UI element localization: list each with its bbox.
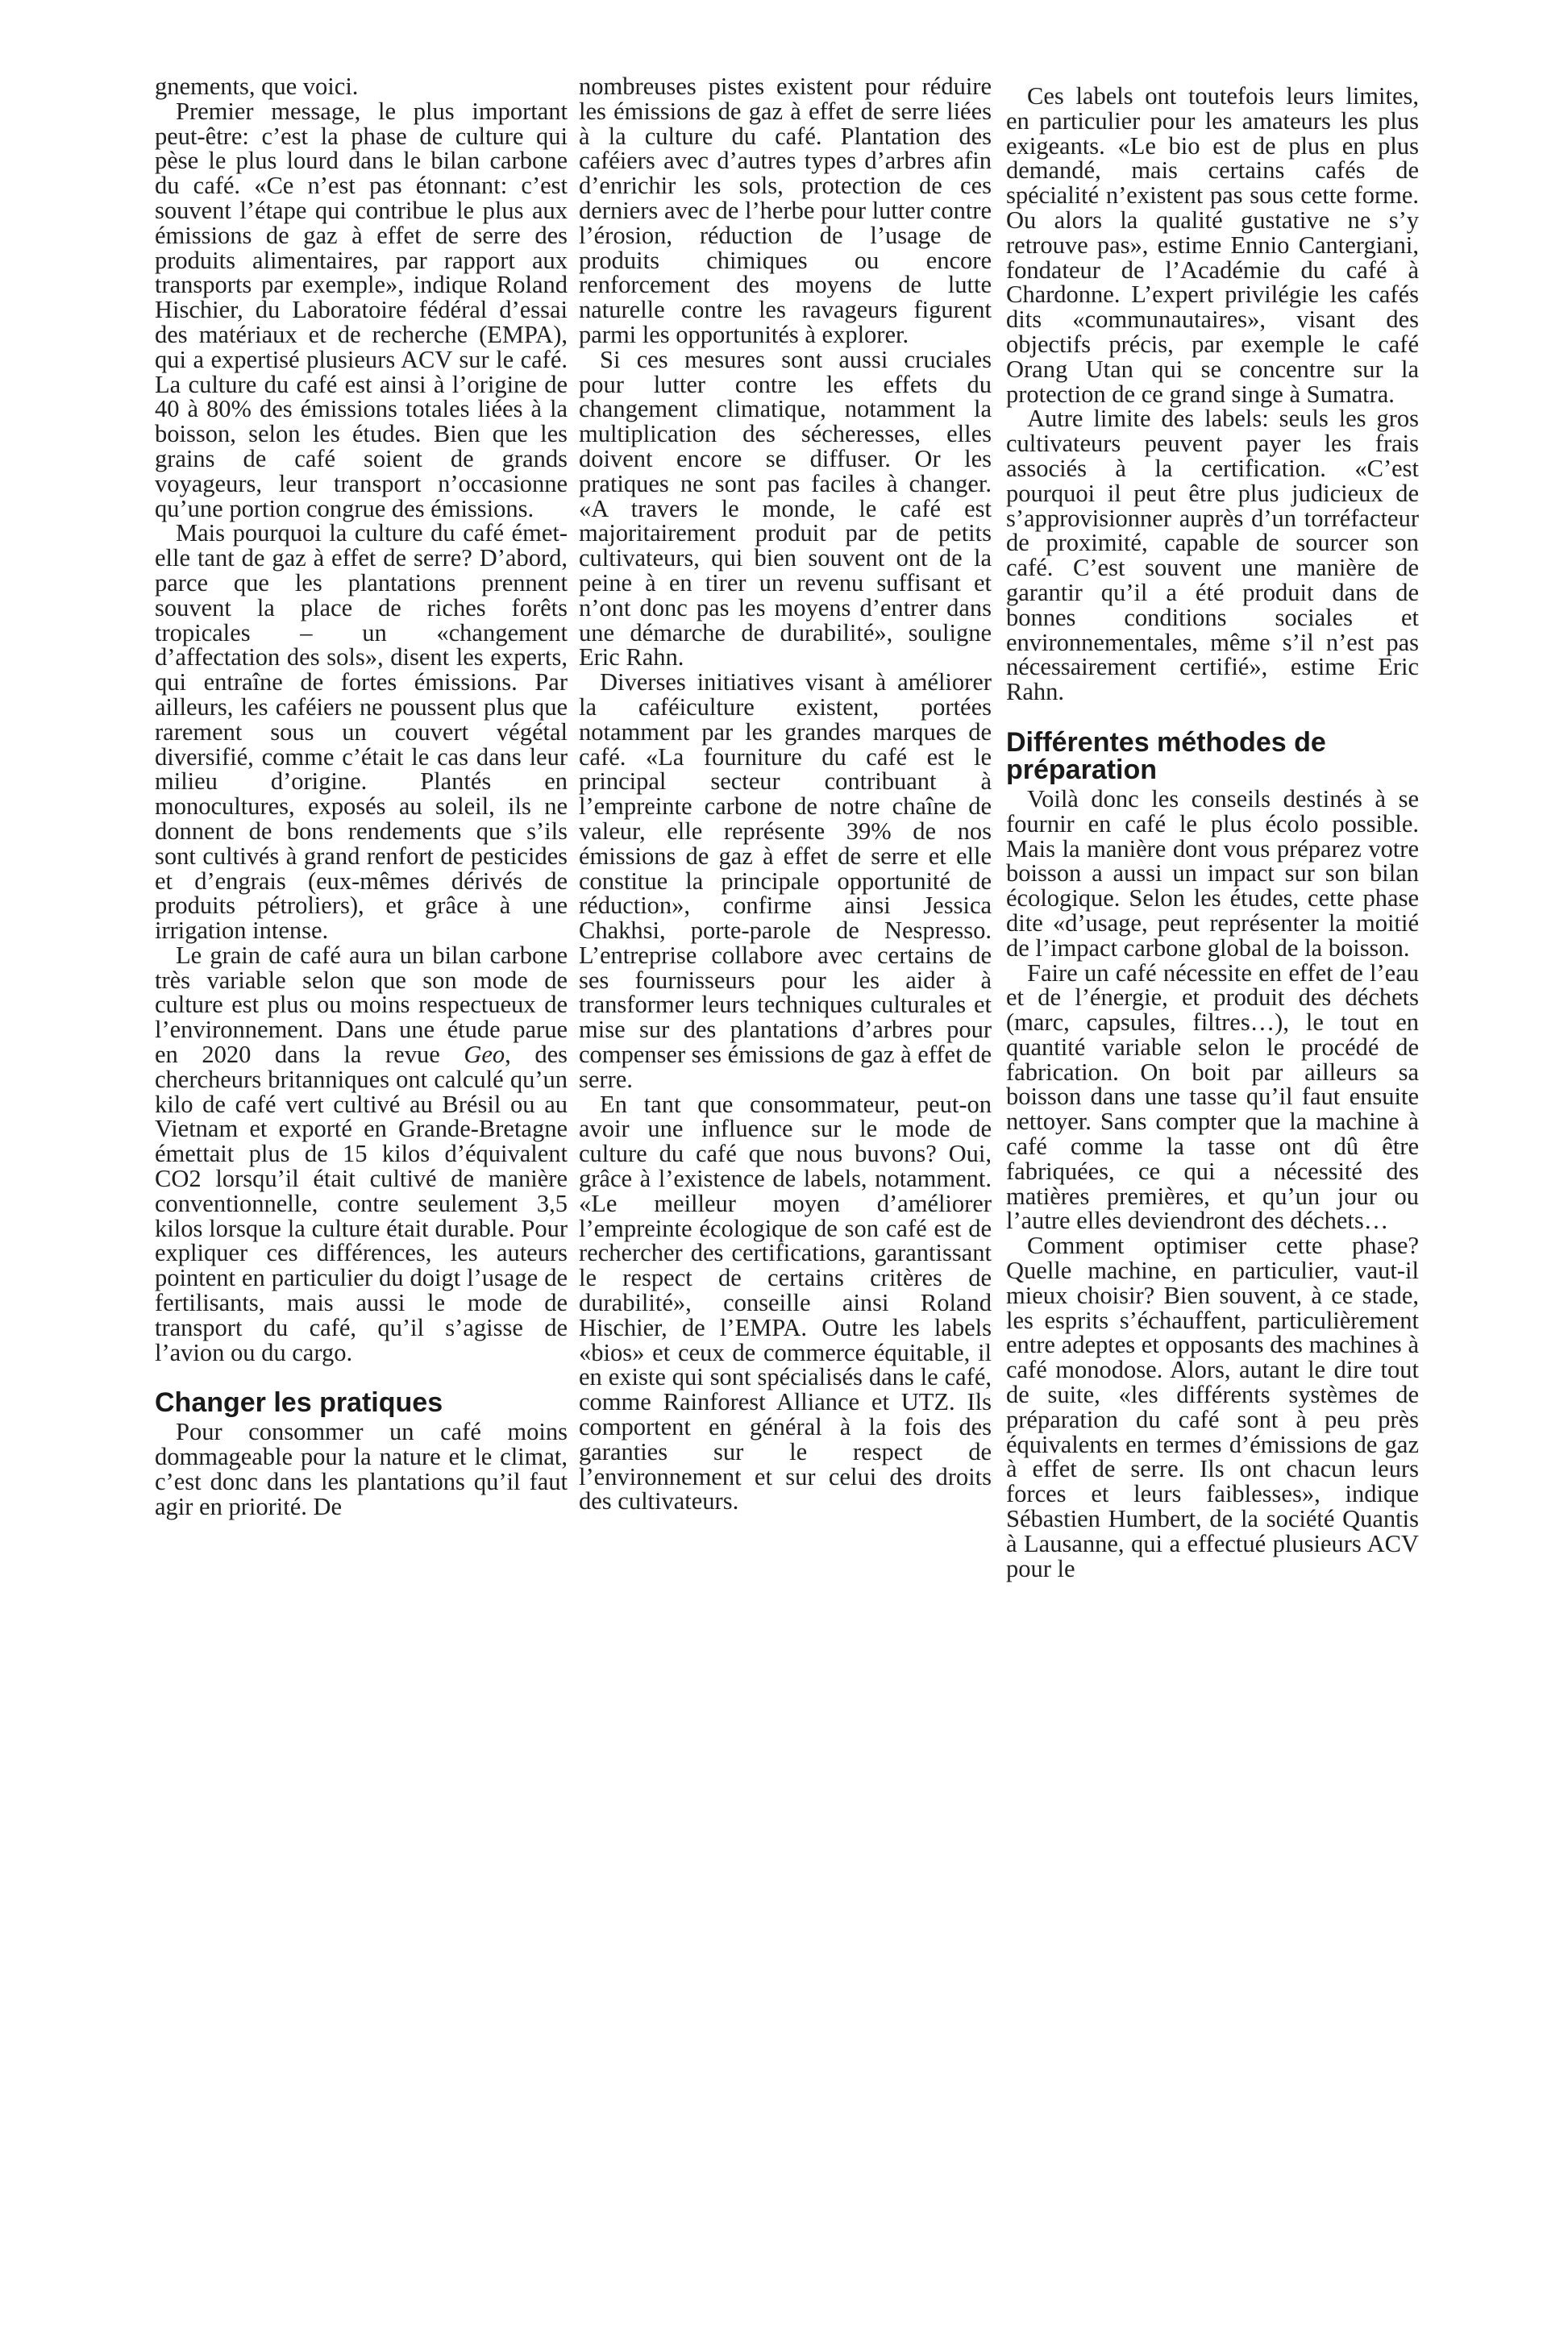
body-paragraph: nombreuses pistes existent pour réduire les émissions de gaz à effet de serre liées à la culture du café. Plantation des caféiers avec d’autres types d’arbres afin d’enrichir les sols, protection de ces derniers avec de l’herbe pour lutter contre l’érosion, réduction de l’usage de produits chimiques ou encore renforcement des moyens de lutte naturelle contre les ravageurs figurent parmi les opportunités à explorer. [579,73,992,348]
article-column-3 [1006,84,1419,1581]
body-paragraph: Ces labels ont toutefois leurs limites, en particulier pour les amateurs les plus exigeants. «Le bio est de plus en plus demandé, mais certains cafés de spécialité n’existent pas sous cette forme. Ou alors la qualité gustative ne s’y retrouve pas», estime Ennio Cantergiani, fondateur de l’Académie du café à Chardonne. L’expert privilégie les cafés dits «communautaires», visant des objectifs précis, par exemple le café Orang Utan qui se concentre sur la protection de ce grand singe à Sumatra. [1006,82,1419,408]
body-paragraph: Voilà donc les conseils destinés à se fournir en café le plus écolo possible. Mais la manière dont vous préparez votre boisson a aussi un impact sur son bilan écologique. Selon les études, cette phase dite «d’usage, peut représenter la moitié de l’impact carbone global de la boisson. [1006,784,1419,962]
body-paragraph: Premier message, le plus important peut-être: c’est la phase de culture qui pèse le plus lourd dans le bilan carbone du café. «Ce n’est pas étonnant: c’est souvent l’étape qui contribue le plus aux émissions de gaz à effet de serre des produits alimentaires, par rapport aux transports par exemple», indique Roland Hischier, du Laboratoire fédéral d’essai des matériaux et de recherche (EMPA), qui a expertisé plusieurs ACV sur le café. La culture du café est ainsi à l’origine de 40 à 80% des émissions totales liées à la boisson, selon les études. Bien que les grains de café soient de grands voyageurs, leur transport n’occasionne qu’une portion congrue des émissions. [155,97,568,522]
body-paragraph: Autre limite des labels: seuls les gros cultivateurs peuvent payer les frais associés à la certification. «C’est pourquoi il peut être plus judicieux de s’approvisionner auprès d’un torréfacteur de proximité, capable de sourcer son café. C’est souvent une manière de garantir qu’il a été produit dans de bonnes conditions sociales et environnementales, même s’il n’est pas nécessairement certifié», estime Eric Rahn. [1006,405,1419,706]
article-column-2 [579,74,992,1514]
body-paragraph: Si ces mesures sont aussi cruciales pour lutter contre les effets du changement climatique, notamment la multiplication des sécheresses, elles doivent encore se diffuser. Or les pratiques ne sont pas faciles à changer. «A travers le monde, le café est majoritairement produit par de petits cultivateurs, qui bien souvent ont de la peine à en tirer un revenu suffisant et n’ont donc pas les moyens d’entrer dans une démarche de durabilité», souligne Eric Rahn. [579,345,992,671]
section-heading: Changer les pratiques [155,1387,443,1419]
body-paragraph: Diverses initiatives visant à améliorer la caféiculture existent, portées notamment par les grandes marques de café. «La fourniture du café est le principal secteur contribuant à l’empreinte carbone de notre chaîne de valeur, elle représente 39% de nos émissions de gaz à effet de serre et elle constitue la principale opportunité de réduction», confirme ainsi Jessica Chakhsi, porte-parole de Nespresso. L’entreprise collabore avec certains de ses fournisseurs pour les aider à transformer leurs techniques culturales et mise sur des plantations d’arbres pour compenser ses émissions de gaz à effet de serre. [579,668,992,1093]
body-paragraph: Pour consommer un café moins dommageable pour la nature et le climat, c’est donc dans les plantations qu’il faut agir en priorité. De [155,1418,568,1520]
body-paragraph: Faire un café nécessite en effet de l’eau et de l’énergie, et produit des déchets (marc, capsules, filtres…), le tout en quantité variable selon le procédé de fabrication. On boit par ailleurs sa boisson dans une tasse qu’il faut ensuite nettoyer. Sans compter que la machine à café comme la tasse ont dû être fabriquées, ce qui a nécessité des matières premières, et qu’un jour ou l’autre elles deviendront des déchets… [1006,958,1419,1235]
article-column-1 [155,74,568,1519]
body-paragraph: Comment optimiser cette phase? Quelle machine, en particulier, vaut-il mieux choisir? Bien souvent, à ce stade, les esprits s’échauffent, particulièrement entre adeptes et opposants des machines à café monodose. Alors, autant le dire tout de suite, «les différents systèmes de préparation du café sont à peu près équivalents en termes d’émissions de gaz à effet de serre. Ils ont chacun leurs forces et leurs faiblesses», indique Sébastien Humbert, de la société Quantis à Lausanne, qui a effectué plusieurs ACV pour le [1006,1232,1419,1582]
body-paragraph: gnements, que voici. [155,73,359,100]
body-paragraph: En tant que consommateur, peut-on avoir une influence sur le mode de culture du café que nous buvons? Oui, grâce à l’existence de labels, notamment. «Le meilleur moyen d’améliorer l’empreinte écologique de son café est de rechercher des certifications, garantissant le respect de certains critères de durabilité», conseille ainsi Roland Hischier, de l’EMPA. Outre les labels «bios» et ceux de commerce équitable, il en existe qui sont spécialisés dans le café, comme Rainforest Alliance et UTZ. Ils comportent en général à la fois des garanties sur le respect de l’environnement et sur celui des droits des cultivateurs. [579,1090,992,1515]
section-heading: Différentes méthodes de préparation [1006,726,1326,785]
body-paragraph: Mais pourquoi la culture du café émet-elle tant de gaz à effet de serre? D’abord, parce que les plantations prennent souvent la place de riches forêts tropicales – un «changement d’affectation des sols», disent les experts, qui entraîne de fortes émissions. Par ailleurs, les caféiers ne poussent plus que rarement sous un couvert végétal diversifié, comme c’était le cas dans leur milieu d’origine. Plantés en monocultures, exposés au soleil, ils ne donnent de bons rendements que s’ils sont cultivés à grand renfort de pesticides et d’engrais (eux-mêmes dérivés de produits pétroliers), et grâce à une irrigation intense. [155,519,568,945]
body-paragraph: Le grain de café aura un bilan carbone très variable selon que son mode de culture est plus ou moins respectueux de l’environnement. Dans une étude parue en 2020 dans la revue Geo, des chercheurs britanniques ont calculé qu’un kilo de café vert cultivé au Brésil ou au Vietnam et exporté en Grande-Bretagne émettait plus de 15 kilos d’équivalent CO2 lorsqu’il était cultivé de manière conventionnelle, contre seulement 3,5 kilos lorsque la culture était durable. Pour expliquer ces différences, les auteurs pointent en particulier du doigt l’usage de fertilisants, mais aussi le mode de transport du café, qu’il s’agisse de l’avion ou du cargo. [155,941,568,1366]
